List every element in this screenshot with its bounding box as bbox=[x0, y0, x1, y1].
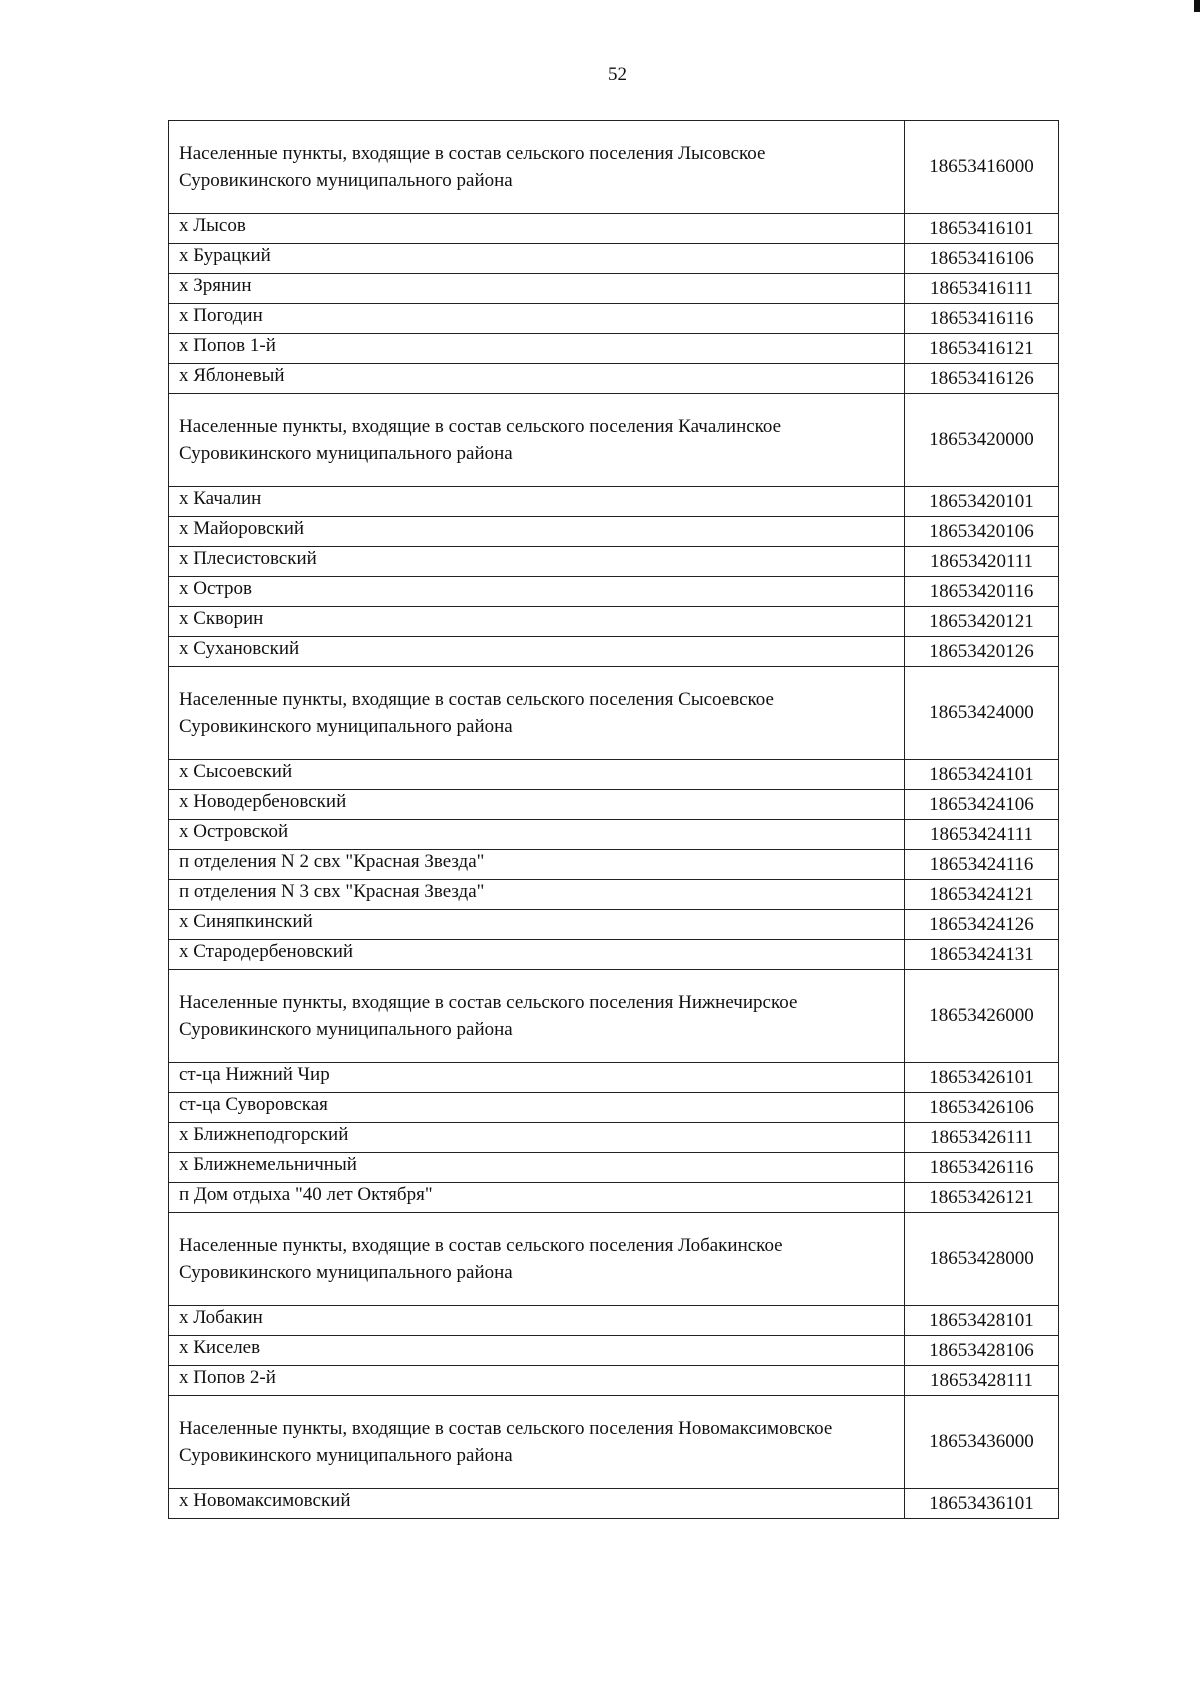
table-row bbox=[169, 1063, 1059, 1093]
group-code: 18653424000 bbox=[905, 667, 1059, 760]
settlement-code: 18653428111 bbox=[905, 1366, 1059, 1396]
table-row bbox=[169, 214, 1059, 244]
settlement-code: 18653420121 bbox=[905, 607, 1059, 637]
settlement-code: 18653420101 bbox=[905, 487, 1059, 517]
settlement-code: 18653428101 bbox=[905, 1306, 1059, 1336]
settlement-name: п отделения N 3 свх "Красная Звезда" bbox=[169, 880, 905, 910]
settlement-name: х Зрянин bbox=[169, 274, 905, 304]
table-row bbox=[169, 547, 1059, 577]
settlement-name: х Синяпкинский bbox=[169, 910, 905, 940]
group-code: 18653428000 bbox=[905, 1213, 1059, 1306]
page-number: 52 bbox=[608, 64, 627, 85]
settlement-code: 18653426116 bbox=[905, 1153, 1059, 1183]
settlement-name: х Попов 1-й bbox=[169, 334, 905, 364]
table-row bbox=[169, 487, 1059, 517]
table-row bbox=[169, 1153, 1059, 1183]
table-row bbox=[169, 1123, 1059, 1153]
settlement-code: 18653416126 bbox=[905, 364, 1059, 394]
settlement-name: х Скворин bbox=[169, 607, 905, 637]
settlements-table bbox=[168, 120, 1059, 1519]
settlement-code: 18653424126 bbox=[905, 910, 1059, 940]
settlement-name: х Бурацкий bbox=[169, 244, 905, 274]
group-header-row bbox=[169, 1396, 1059, 1489]
group-title: Населенные пункты, входящие в состав сельского поселения Качалинское Суровикинского муниципального района bbox=[169, 394, 905, 487]
settlement-code: 18653426106 bbox=[905, 1093, 1059, 1123]
settlement-name: х Киселев bbox=[169, 1336, 905, 1366]
group-title: Населенные пункты, входящие в состав сельского поселения Нижнечирское Суровикинского муниципального района bbox=[169, 970, 905, 1063]
table-row bbox=[169, 1366, 1059, 1396]
settlement-name: х Стародербеновский bbox=[169, 940, 905, 970]
settlement-code: 18653424111 bbox=[905, 820, 1059, 850]
settlement-code: 18653424116 bbox=[905, 850, 1059, 880]
settlement-code: 18653420106 bbox=[905, 517, 1059, 547]
settlement-code: 18653426101 bbox=[905, 1063, 1059, 1093]
group-header-row bbox=[169, 394, 1059, 487]
settlement-name: х Сысоевский bbox=[169, 760, 905, 790]
scan-mark bbox=[1194, 0, 1200, 12]
settlement-name: х Плесистовский bbox=[169, 547, 905, 577]
group-header-row bbox=[169, 970, 1059, 1063]
settlement-name: ст-ца Суворовская bbox=[169, 1093, 905, 1123]
table-row bbox=[169, 1336, 1059, 1366]
group-title: Населенные пункты, входящие в состав сельского поселения Лысовское Суровикинского муниципального района bbox=[169, 121, 905, 214]
table-row bbox=[169, 274, 1059, 304]
settlement-name: х Лобакин bbox=[169, 1306, 905, 1336]
settlement-code: 18653426121 bbox=[905, 1183, 1059, 1213]
table-row bbox=[169, 790, 1059, 820]
table-row bbox=[169, 880, 1059, 910]
group-code: 18653416000 bbox=[905, 121, 1059, 214]
table-row bbox=[169, 940, 1059, 970]
table-row bbox=[169, 760, 1059, 790]
group-title: Населенные пункты, входящие в состав сельского поселения Лобакинское Суровикинского муниципального района bbox=[169, 1213, 905, 1306]
settlement-code: 18653424106 bbox=[905, 790, 1059, 820]
settlement-code: 18653416101 bbox=[905, 214, 1059, 244]
settlement-name: х Сухановский bbox=[169, 637, 905, 667]
settlement-code: 18653428106 bbox=[905, 1336, 1059, 1366]
group-code: 18653426000 bbox=[905, 970, 1059, 1063]
table-row bbox=[169, 244, 1059, 274]
group-code: 18653420000 bbox=[905, 394, 1059, 487]
table-row bbox=[169, 577, 1059, 607]
settlement-name: х Островской bbox=[169, 820, 905, 850]
settlement-name: х Качалин bbox=[169, 487, 905, 517]
table-row bbox=[169, 820, 1059, 850]
group-title: Населенные пункты, входящие в состав сельского поселения Новомаксимовское Суровикинского муниципального района bbox=[169, 1396, 905, 1489]
table-row bbox=[169, 334, 1059, 364]
settlement-code: 18653416121 bbox=[905, 334, 1059, 364]
table-row bbox=[169, 1183, 1059, 1213]
group-header-row bbox=[169, 1213, 1059, 1306]
settlement-code: 18653424131 bbox=[905, 940, 1059, 970]
group-code: 18653436000 bbox=[905, 1396, 1059, 1489]
table-row bbox=[169, 1306, 1059, 1336]
settlement-code: 18653416106 bbox=[905, 244, 1059, 274]
settlement-name: х Ближнеподгорский bbox=[169, 1123, 905, 1153]
settlement-code: 18653420111 bbox=[905, 547, 1059, 577]
settlement-code: 18653416116 bbox=[905, 304, 1059, 334]
settlement-code: 18653424121 bbox=[905, 880, 1059, 910]
settlement-name: ст-ца Нижний Чир bbox=[169, 1063, 905, 1093]
table-row bbox=[169, 517, 1059, 547]
settlement-code: 18653420116 bbox=[905, 577, 1059, 607]
group-header-row bbox=[169, 667, 1059, 760]
settlement-code: 18653420126 bbox=[905, 637, 1059, 667]
table-row bbox=[169, 364, 1059, 394]
settlement-name: х Майоровский bbox=[169, 517, 905, 547]
settlement-name: х Ближнемельничный bbox=[169, 1153, 905, 1183]
settlement-name: х Погодин bbox=[169, 304, 905, 334]
table-row bbox=[169, 1489, 1059, 1519]
settlement-name: х Новомаксимовский bbox=[169, 1489, 905, 1519]
settlement-code: 18653416111 bbox=[905, 274, 1059, 304]
settlement-code: 18653436101 bbox=[905, 1489, 1059, 1519]
table-row bbox=[169, 850, 1059, 880]
settlement-name: х Новодербеновский bbox=[169, 790, 905, 820]
table-row bbox=[169, 304, 1059, 334]
settlement-name: п отделения N 2 свх "Красная Звезда" bbox=[169, 850, 905, 880]
table-row bbox=[169, 607, 1059, 637]
table-row bbox=[169, 1093, 1059, 1123]
settlement-name: х Попов 2-й bbox=[169, 1366, 905, 1396]
group-header-row bbox=[169, 121, 1059, 214]
settlement-name: х Яблоневый bbox=[169, 364, 905, 394]
group-title: Населенные пункты, входящие в состав сельского поселения Сысоевское Суровикинского муниципального района bbox=[169, 667, 905, 760]
table-row bbox=[169, 637, 1059, 667]
settlement-code: 18653424101 bbox=[905, 760, 1059, 790]
table-row bbox=[169, 910, 1059, 940]
settlement-name: х Лысов bbox=[169, 214, 905, 244]
settlement-code: 18653426111 bbox=[905, 1123, 1059, 1153]
settlement-name: п Дом отдыха "40 лет Октября" bbox=[169, 1183, 905, 1213]
settlement-name: х Остров bbox=[169, 577, 905, 607]
